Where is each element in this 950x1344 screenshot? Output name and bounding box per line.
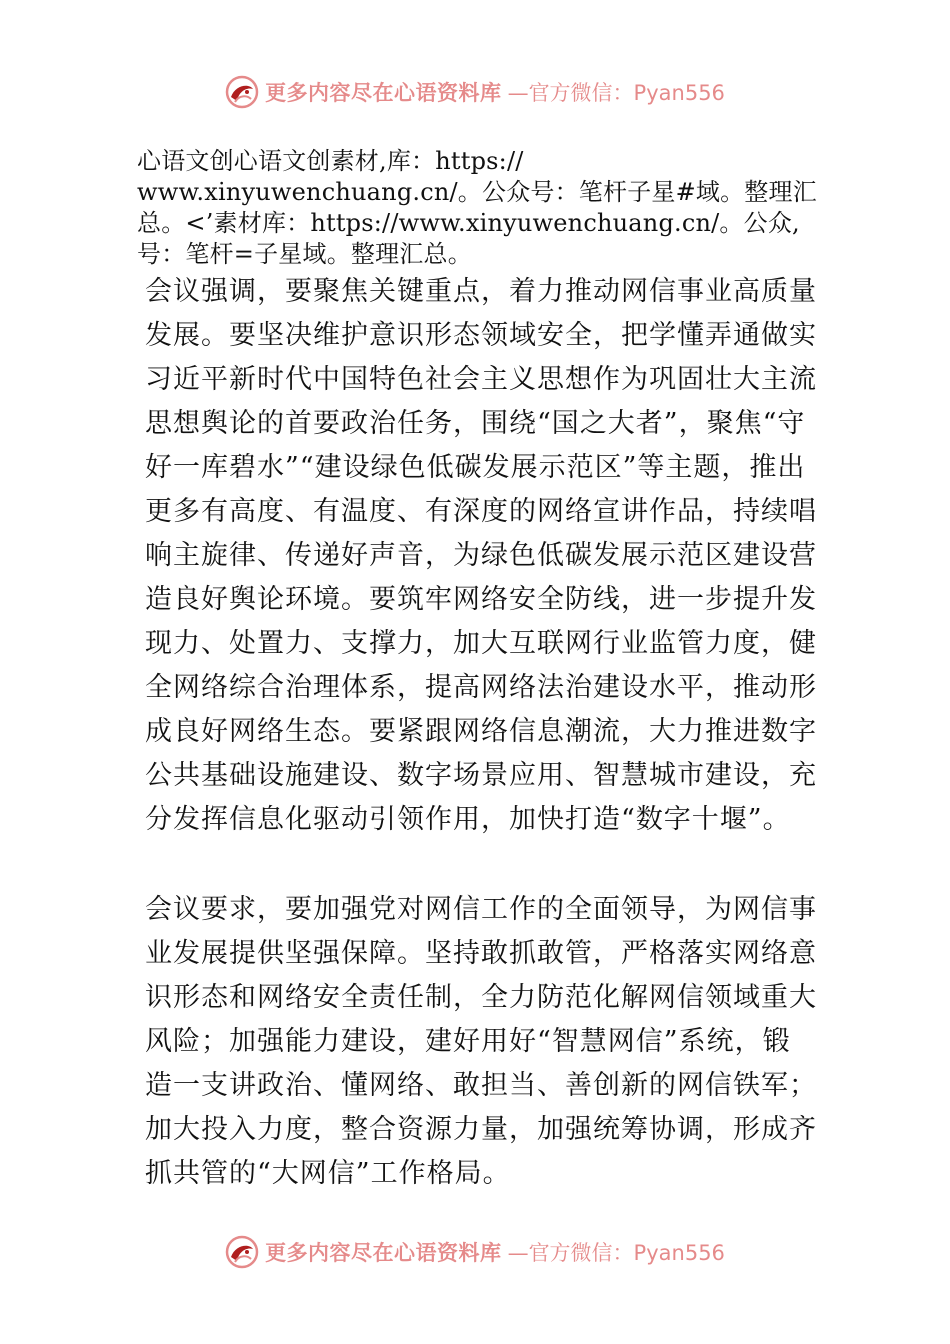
paragraph-line: 加大投入力度，整合资源力量，加强统筹协调，形成齐 bbox=[145, 1114, 817, 1145]
paragraph-line: 全网络综合治理体系，提高网络法治建设水平，推动形 bbox=[145, 672, 817, 703]
paragraph-line: 思想舆论的首要政治任务，围绕“国之大者”，聚焦“守 bbox=[145, 408, 806, 439]
paragraph-line: 识形态和网络安全责任制，全力防范化解网信领域重大 bbox=[145, 982, 817, 1013]
paragraph-line: 会议强调，要聚焦关键重点，着力推动网信事业高质量 bbox=[145, 276, 817, 307]
body-paragraph-2 bbox=[145, 888, 815, 1196]
banner-slogan: 更多内容尽在心语资料库 bbox=[265, 1241, 502, 1265]
top-watermark-banner bbox=[0, 72, 950, 112]
banner-contact: —官方微信：Pyan556 bbox=[507, 1241, 725, 1265]
source-note-line: www.xinyuwenchuang.cn/。公众号：笔杆子星#域。整理汇 bbox=[137, 178, 817, 206]
paragraph-line: 会议要求，要加强党对网信工作的全面领导，为网信事 bbox=[145, 894, 817, 925]
paragraph-line: 造良好舆论环境。要筑牢网络安全防线，进一步提升发 bbox=[145, 584, 817, 615]
banner-contact: —官方微信：Pyan556 bbox=[507, 81, 725, 105]
banner-slogan: 更多内容尽在心语资料库 bbox=[265, 81, 502, 105]
source-note-line: 号：笔杆=子星域。整理汇总。 bbox=[137, 240, 472, 268]
paragraph-line: 造一支讲政治、懂网络、敢担当、善创新的网信铁军； bbox=[145, 1070, 817, 1101]
body-paragraph-1 bbox=[145, 270, 815, 842]
source-note-line: 心语文创心语文创素材,库：https:// bbox=[137, 147, 524, 175]
source-note-line: 总。<’素材库：https://www.xinyuwenchuang.cn/。公众, bbox=[137, 209, 800, 237]
paragraph-line: 分发挥信息化驱动引领作用，加快打造“数字十堰”。 bbox=[145, 804, 791, 835]
paragraph-line: 公共基础设施建设、数字场景应用、智慧城市建设，充 bbox=[145, 760, 817, 791]
paragraph-line: 成良好网络生态。要紧跟网络信息潮流，大力推进数字 bbox=[145, 716, 817, 747]
paragraph-line: 习近平新时代中国特色社会主义思想作为巩固壮大主流 bbox=[145, 364, 817, 395]
paragraph-line: 发展。要坚决维护意识形态领域安全，把学懂弄通做实 bbox=[145, 320, 817, 351]
swirl-logo-icon bbox=[225, 75, 259, 109]
paragraph-line: 现力、处置力、支撑力，加大互联网行业监管力度，健 bbox=[145, 628, 817, 659]
paragraph-line: 更多有高度、有温度、有深度的网络宣讲作品，持续唱 bbox=[145, 496, 817, 527]
paragraph-line: 好一库碧水”“建设绿色低碳发展示范区”等主题，推出 bbox=[145, 452, 806, 483]
paragraph-line: 抓共管的“大网信”工作格局。 bbox=[145, 1158, 511, 1189]
paragraph-line: 风险；加强能力建设，建好用好“智慧网信”系统，锻 bbox=[145, 1026, 791, 1057]
paragraph-line: 响主旋律、传递好声音，为绿色低碳发展示范区建设营 bbox=[145, 540, 817, 571]
source-note bbox=[137, 146, 857, 270]
paragraph-line: 业发展提供坚强保障。坚持敢抓敢管，严格落实网络意 bbox=[145, 938, 817, 969]
bottom-watermark-banner bbox=[0, 1232, 950, 1272]
swirl-logo-icon bbox=[225, 1235, 259, 1269]
